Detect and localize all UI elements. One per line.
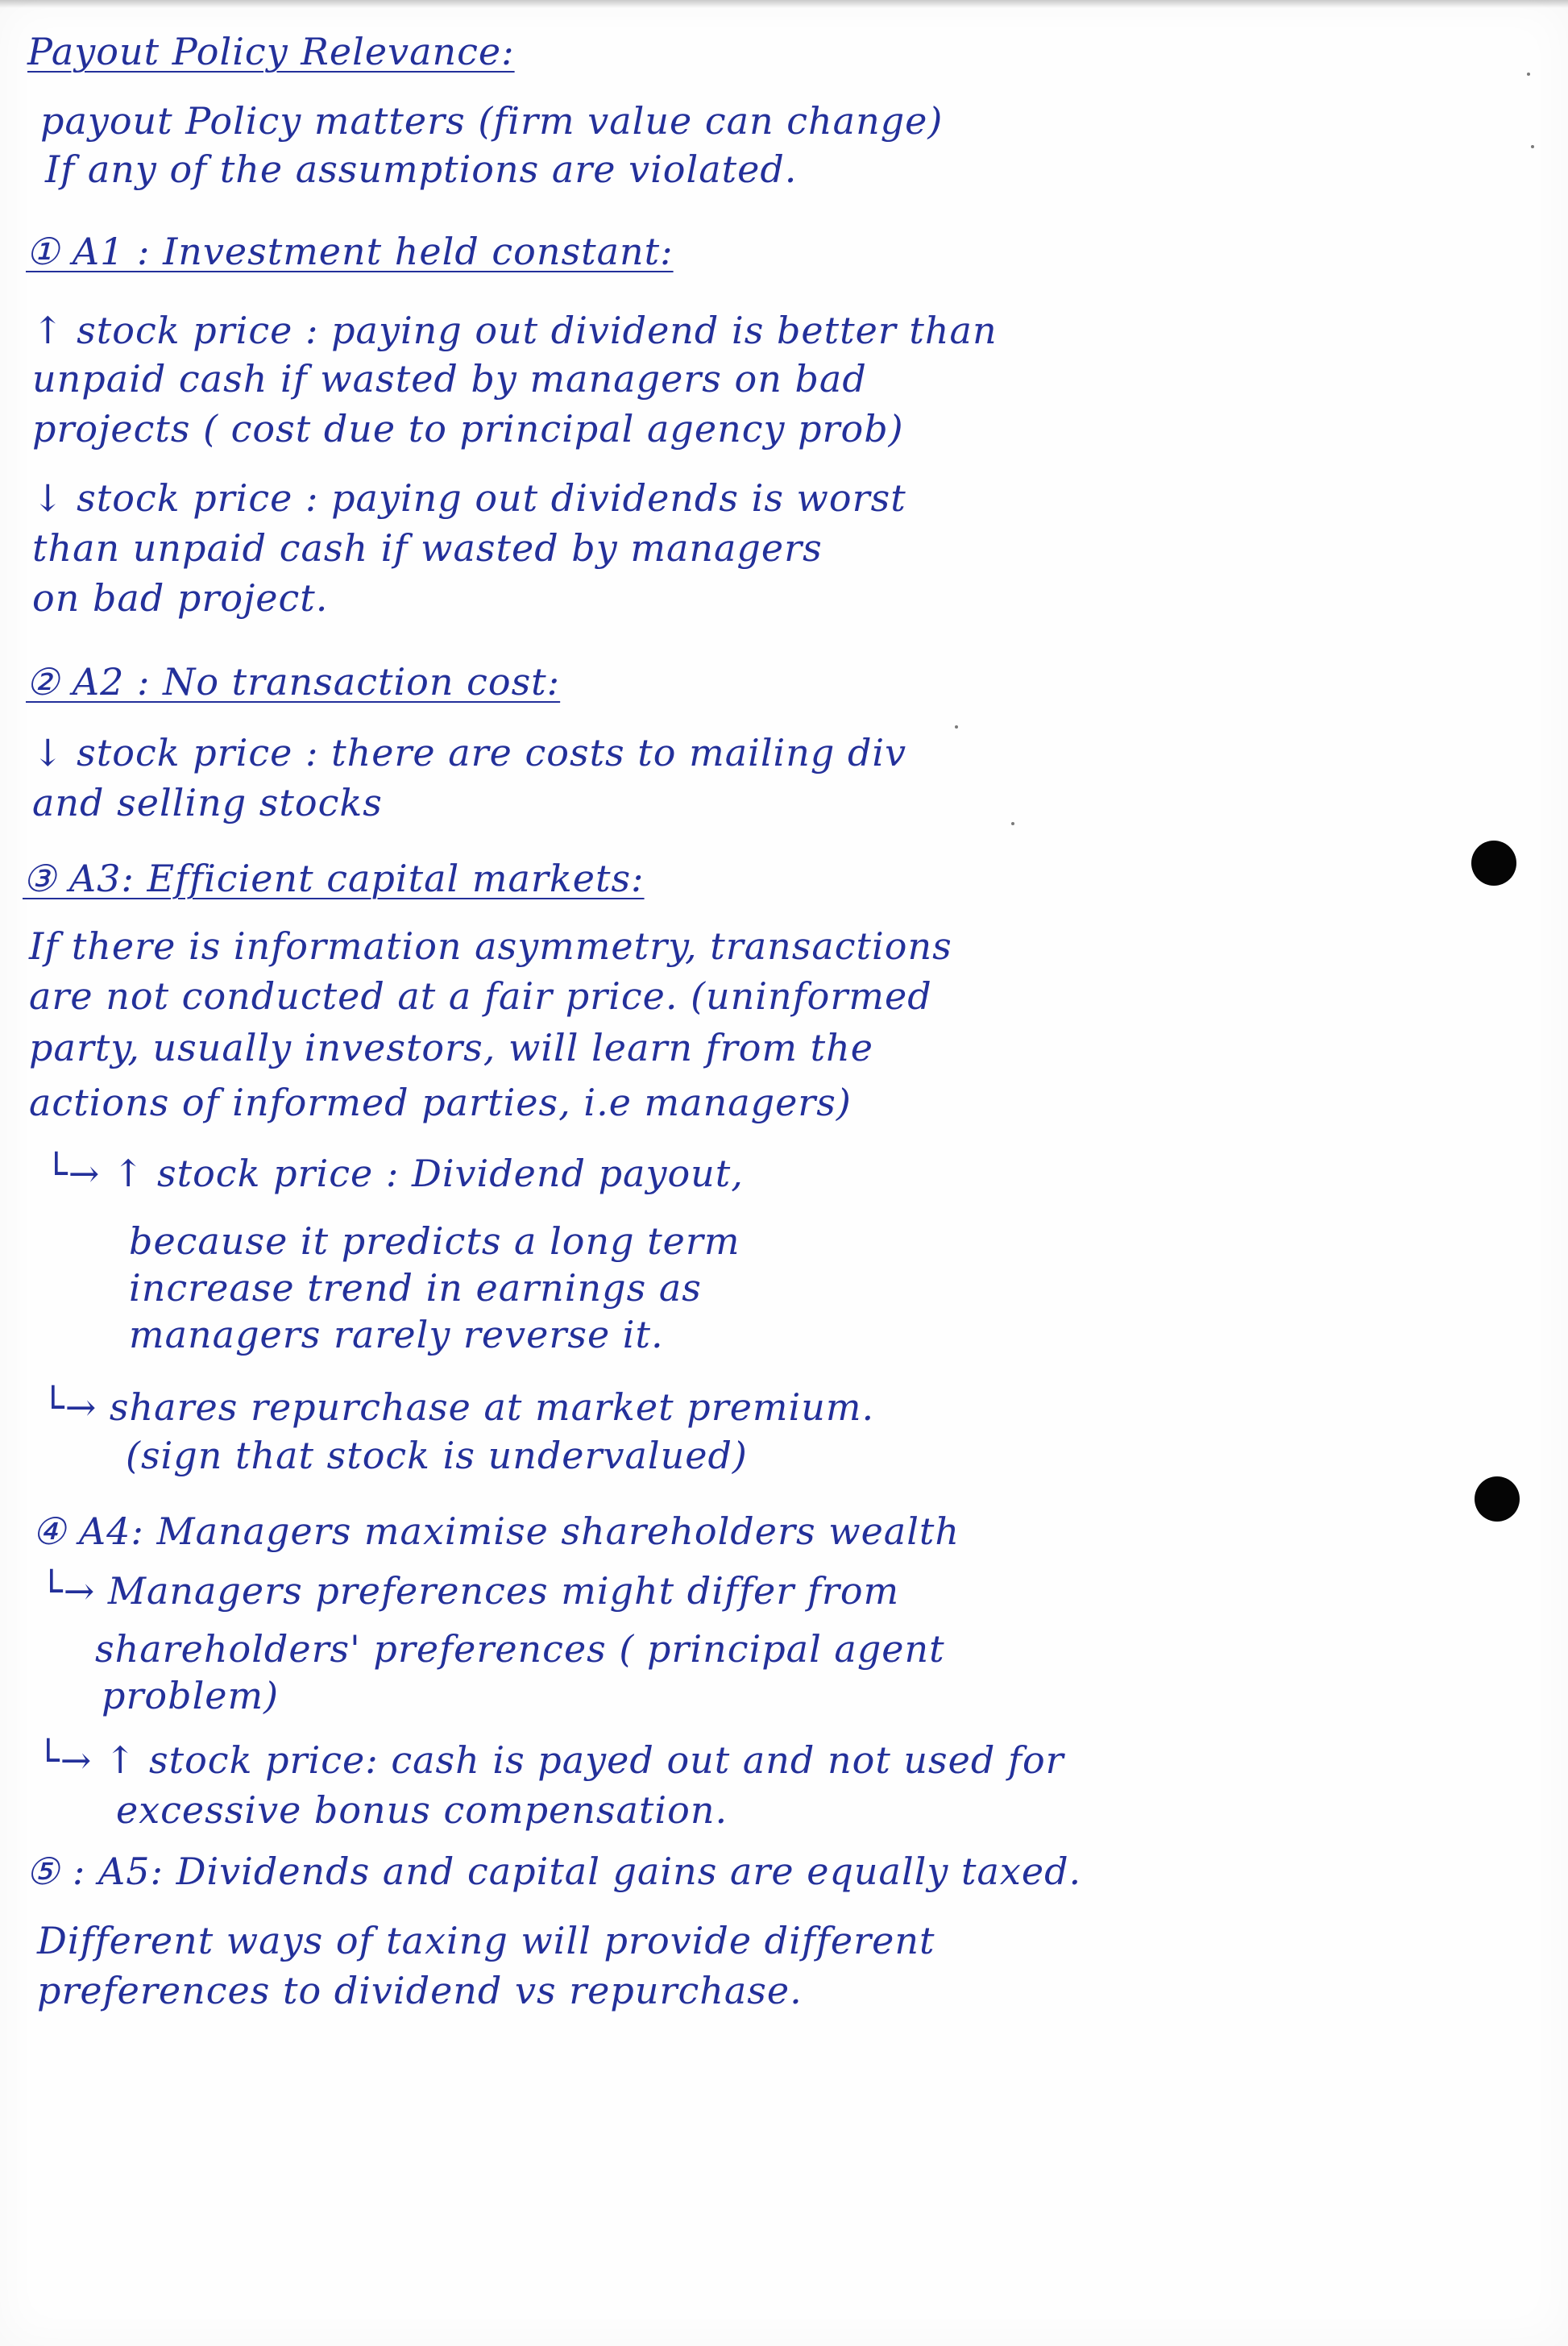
section-a4-line: excessive bonus compensation. xyxy=(116,1788,728,1832)
section-a2-line: and selling stocks xyxy=(32,781,383,824)
section-a1-line: ↓ stock price : paying out dividends is worst xyxy=(32,476,906,520)
intro-line-2: If any of the assumptions are violated. xyxy=(45,147,798,191)
section-a5-heading: ⑤ : A5: Dividends and capital gains are equally taxed. xyxy=(26,1850,1082,1893)
paper-speck xyxy=(1011,822,1014,825)
section-a1-heading: ① A1 : Investment held constant: xyxy=(26,230,674,273)
paper-speck xyxy=(1531,145,1534,148)
paper-speck xyxy=(955,725,958,729)
section-a3-heading: ③ A3: Efficient capital markets: xyxy=(23,857,645,900)
section-a3-line: managers rarely reverse it. xyxy=(129,1313,664,1356)
section-a1-line: ↑ stock price : paying out dividend is better than xyxy=(32,309,998,352)
section-a5-line: Different ways of taxing will provide different xyxy=(37,1919,935,1962)
binder-hole-top xyxy=(1471,841,1516,886)
section-a3-line: If there is information asymmetry, transactions xyxy=(29,924,952,968)
section-a5-line: preferences to dividend vs repurchase. xyxy=(37,1969,803,2012)
section-a3-line: └→ ↑ stock price : Dividend payout, xyxy=(45,1152,744,1195)
section-a3-line: increase trend in earnings as xyxy=(129,1266,702,1310)
paper-speck xyxy=(1527,73,1530,76)
binder-hole-bottom xyxy=(1475,1476,1520,1522)
section-a4-line: └→ Managers preferences might differ from xyxy=(40,1569,900,1613)
section-a3-line: └→ shares repurchase at market premium. xyxy=(42,1385,875,1429)
section-a1-line: unpaid cash if wasted by managers on bad xyxy=(32,357,867,401)
scan-top-edge xyxy=(0,0,1568,8)
section-a4-heading: ④ A4: Managers maximise shareholders wealth xyxy=(32,1509,960,1553)
section-a2-heading: ② A2 : No transaction cost: xyxy=(26,660,561,704)
section-a3-line: actions of informed parties, i.e managers) xyxy=(29,1081,852,1124)
section-a3-line: (sign that stock is undervalued) xyxy=(126,1434,748,1477)
section-a3-line: are not conducted at a fair price. (uninformed xyxy=(29,974,932,1018)
section-a3-line: because it predicts a long term xyxy=(129,1219,740,1263)
section-a1-line: projects ( cost due to principal agency prob) xyxy=(32,407,904,451)
section-a4-line: └→ ↑ stock price: cash is payed out and not used for xyxy=(37,1738,1064,1782)
page-title: Payout Policy Relevance: xyxy=(27,30,515,73)
section-a1-line: on bad project. xyxy=(32,576,329,620)
intro-line-1: payout Policy matters (firm value can change) xyxy=(40,99,944,143)
section-a1-line: than unpaid cash if wasted by managers xyxy=(32,526,823,570)
section-a2-line: ↓ stock price : there are costs to mailing div xyxy=(32,731,907,774)
section-a4-line: problem) xyxy=(102,1674,280,1717)
section-a3-line: party, usually investors, will learn from the xyxy=(29,1026,873,1069)
section-a4-line: shareholders' preferences ( principal agent xyxy=(95,1627,945,1671)
